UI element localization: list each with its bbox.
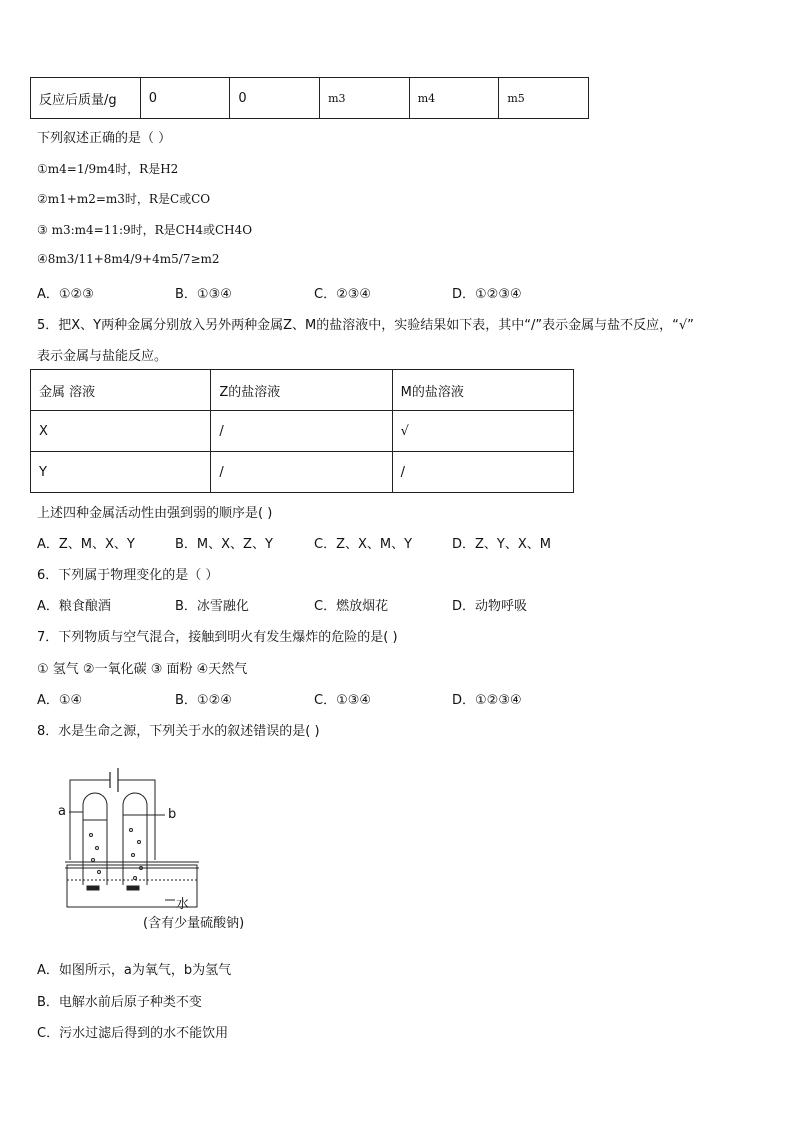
q7-prompt: 7．下列物质与空气混合，接触到明火有发生爆炸的危险的是( ) <box>37 630 398 645</box>
q6-option-d: D．动物呼吸 <box>452 599 528 614</box>
q4-statement-4: ④8m3/11+8m4/9+4m5/7≥m2 <box>37 252 220 266</box>
table-cell: / <box>211 452 392 493</box>
q4-option-b: B．①③④ <box>175 287 232 302</box>
reaction-table <box>30 369 574 493</box>
q4-option-d: D．①②③④ <box>452 287 522 302</box>
q7-option-a: A．①④ <box>37 693 83 708</box>
q8-option-c: C．污水过滤后得到的水不能饮用 <box>37 1026 229 1041</box>
q6-prompt: 6．下列属于物理变化的是（ ） <box>37 568 219 583</box>
q7-option-c: C．①③④ <box>314 693 372 708</box>
table-cell: 0 <box>140 78 230 119</box>
label-water: 水 <box>176 897 190 912</box>
q4-prompt: 下列叙述正确的是（ ） <box>37 131 172 146</box>
q4-statement-2: ②m1+m2=m3时，R是C或CO <box>37 192 211 206</box>
q4-statement-1: ①m4=1/9m4时，R是H2 <box>37 162 179 176</box>
table-row <box>31 411 574 452</box>
q5-prompt-line2: 表示金属与盐能反应。 <box>37 349 168 364</box>
q7-option-b: B．①②④ <box>175 693 232 708</box>
table-cell: √ <box>392 411 573 452</box>
q5-option-b: B．M、X、Z、Y <box>175 537 273 552</box>
label-b: b <box>168 807 177 822</box>
table-row <box>31 452 574 493</box>
table-cell: m4 <box>409 78 499 119</box>
mass-table <box>30 77 589 119</box>
q6-option-c: C．燃放烟花 <box>314 599 389 614</box>
q8-prompt: 8．水是生命之源，下列关于水的叙述错误的是( ) <box>37 724 320 739</box>
q7-items: ① 氢气 ②一氧化碳 ③ 面粉 ④天然气 <box>37 662 248 677</box>
q8-option-a: A．如图所示，a为氧气，b为氢气 <box>37 963 232 978</box>
q6-option-a: A．粮食酿酒 <box>37 599 111 614</box>
table-cell: / <box>392 452 573 493</box>
table-cell: / <box>211 411 392 452</box>
table-header: M的盐溶液 <box>392 370 573 411</box>
table-header: 金属 溶液 <box>31 370 211 411</box>
label-a: a <box>58 804 66 819</box>
table-header: Z的盐溶液 <box>211 370 392 411</box>
q4-option-a: A．①②③ <box>37 287 94 302</box>
table-cell: m3 <box>320 78 410 119</box>
q5-option-c: C．Z、X、M、Y <box>314 537 413 552</box>
figure-caption: (含有少量硫酸钠) <box>143 916 245 931</box>
table-cell: X <box>31 411 211 452</box>
table-header-row <box>31 370 574 411</box>
q4-option-c: C．②③④ <box>314 287 372 302</box>
table-cell: Y <box>31 452 211 493</box>
q5-question: 上述四种金属活动性由强到弱的顺序是( ) <box>37 506 273 521</box>
q8-option-b: B．电解水前后原子种类不变 <box>37 995 202 1010</box>
q5-option-d: D．Z、Y、X、M <box>452 537 551 552</box>
row-label: 反应后质量/g <box>31 78 141 119</box>
q5-prompt-line1: 5．把X、Y两种金属分别放入另外两种金属Z、M的盐溶液中，实验结果如下表，其中“/”表示金属与盐不反应，“√” <box>37 318 694 333</box>
q6-option-b: B．冰雪融化 <box>175 599 249 614</box>
q4-statement-3: ③ m3:m4=11:9时，R是CH4或CH4O <box>37 223 253 237</box>
table-cell: 0 <box>230 78 320 119</box>
table-row <box>31 78 589 119</box>
q5-option-a: A．Z、M、X、Y <box>37 537 135 552</box>
q7-option-d: D．①②③④ <box>452 693 522 708</box>
table-cell: m5 <box>499 78 589 119</box>
electrolysis-figure <box>55 760 295 940</box>
